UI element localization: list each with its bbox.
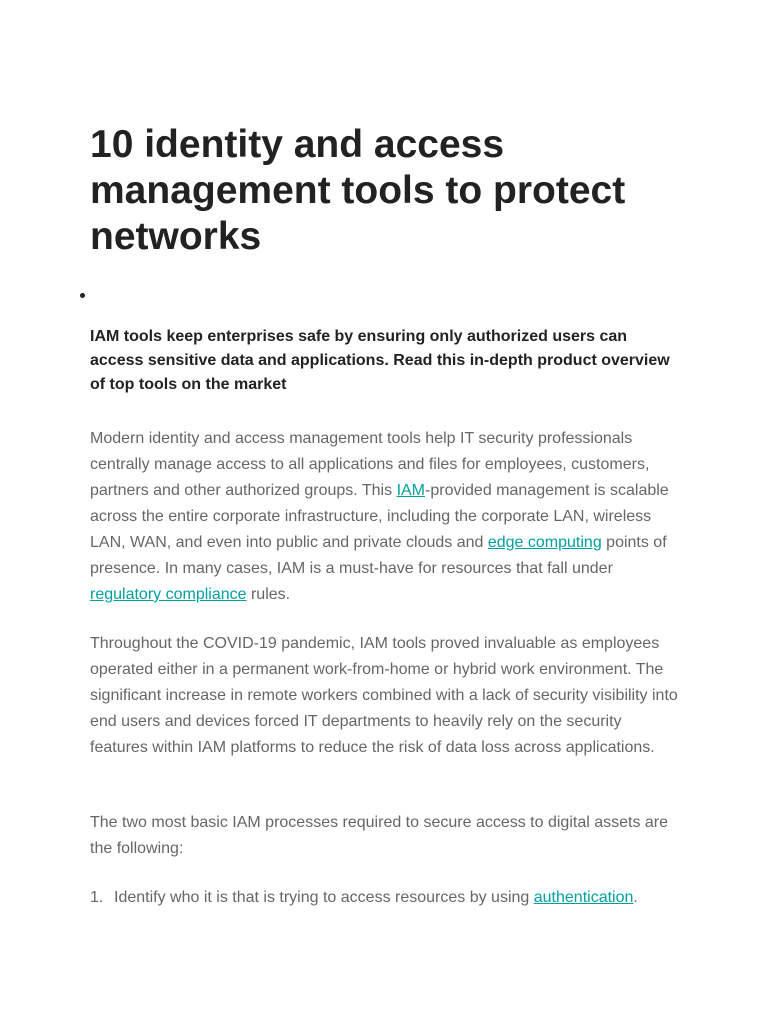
step-text: Identify who it is that is trying to access resources by using bbox=[114, 889, 534, 906]
paragraph-text: points of presence. In many cases, IAM is a must-have for resources that fall under bbox=[90, 534, 667, 577]
intro-paragraph bbox=[90, 426, 680, 608]
empty-bullet-list bbox=[80, 290, 90, 300]
process-steps-list bbox=[90, 885, 690, 911]
paragraph-text: -provided management is scalable across the entire corporate infrastructure, including the corporate LAN, wireless LAN, WAN, and even into public and private clouds and bbox=[90, 482, 669, 551]
regulatory-compliance-link[interactable]: regulatory compliance bbox=[90, 586, 247, 603]
iam-link[interactable]: IAM bbox=[396, 482, 426, 499]
paragraph-text: rules. bbox=[246, 586, 291, 603]
authentication-link[interactable]: authentication bbox=[533, 889, 634, 906]
bullet-item bbox=[80, 290, 90, 300]
processes-paragraph: The two most basic IAM processes required to secure access to digital assets are the following: bbox=[90, 814, 669, 857]
article-content bbox=[90, 122, 690, 906]
paragraph-text: Modern identity and access management tools help IT security professionals centrally manage access to all applications and files for employees, customers, partners and other authorized groups. This bbox=[90, 430, 650, 499]
article-summary: IAM tools keep enterprises safe by ensuring only authorized users can access sensitive data and applications. Read this in-depth product overview of top tools on the market bbox=[90, 328, 670, 393]
step-number: 1. bbox=[90, 889, 104, 906]
article-title: 10 identity and access management tools to protect networks bbox=[90, 123, 626, 258]
list-item bbox=[90, 885, 690, 911]
edge-computing-link[interactable]: edge computing bbox=[487, 534, 602, 551]
step-end: . bbox=[633, 889, 638, 906]
covid-paragraph: Throughout the COVID-19 pandemic, IAM tools proved invaluable as employees operated either in a permanent work-from-home or hybrid work environment. The significant increase in remote workers combined with a lack of security visibility into end users and devices forced IT departments to heavily rely on the security features within IAM platforms to reduce the risk of data loss across applications. bbox=[90, 635, 678, 756]
